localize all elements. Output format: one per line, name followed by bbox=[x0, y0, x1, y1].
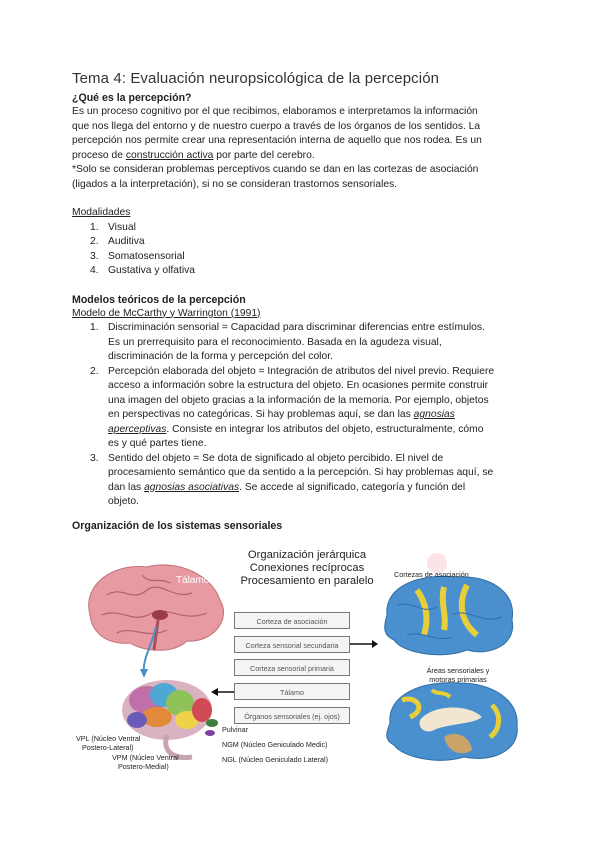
list-item bbox=[72, 452, 532, 510]
text-line: una imagen del objeto gracias a la información de la memoria. Por ejemplo, objetos bbox=[108, 394, 489, 406]
modalidades-heading: Modalidades bbox=[72, 207, 131, 218]
underlined-term: agnosias bbox=[413, 409, 455, 420]
text-line bbox=[108, 423, 532, 438]
text-line: Percepción elaborada del objeto = Integración de atributos del nivel previo. Requiere bbox=[108, 365, 495, 377]
sensory-systems-figure bbox=[72, 545, 528, 770]
text-line bbox=[108, 481, 532, 496]
list-item bbox=[72, 235, 532, 250]
label-line: Áreas sensoriales y bbox=[426, 666, 490, 675]
text-run: . Se accede al significado, categoría y función del bbox=[239, 481, 466, 493]
list-number: 2. bbox=[90, 365, 99, 377]
list-label: Gustativa y olfativa bbox=[108, 265, 195, 276]
intro-line bbox=[72, 149, 532, 164]
header-line: Procesamiento en paralelo bbox=[240, 575, 374, 587]
pulvinar-label: Pulvinar bbox=[222, 725, 248, 734]
document-page bbox=[72, 70, 532, 533]
underlined-term: agnosias asociativas bbox=[144, 481, 240, 493]
vpl-label bbox=[76, 734, 140, 752]
text-line: procesamiento semántico que da sentido a la percepción. Si hay problemas aquí, se bbox=[108, 467, 494, 478]
list-item bbox=[72, 264, 532, 279]
list-number: 1. bbox=[90, 322, 99, 333]
hierarchy-box: Órganos sensoriales (ej. ojos) bbox=[234, 707, 350, 724]
header-line: Conexiones recíprocas bbox=[249, 562, 365, 574]
hierarchy-box: Corteza sensorial primaria bbox=[234, 659, 350, 676]
text-line: Discriminación sensorial = Capacidad para discriminar diferencias entre estímulos. bbox=[108, 322, 485, 333]
cortezas-label: Cortezas de asociación bbox=[394, 570, 469, 579]
page-title: Tema 4: Evaluación neuropsicológica de la percepción bbox=[72, 70, 440, 87]
text-run: proceso de bbox=[72, 149, 126, 161]
intro-line: Es un proceso cognitivo por el que recibimos, elaboramos e interpretamos la información bbox=[72, 106, 478, 117]
text-run: dan las bbox=[108, 481, 145, 493]
text-line: Sentido del objeto = Se dota de significado al objeto percibido. El nivel de bbox=[108, 452, 444, 464]
modelos-list bbox=[72, 321, 532, 510]
label-line: motoras primarias bbox=[429, 675, 487, 684]
hierarchy-box: Corteza sensorial secundaria bbox=[234, 636, 350, 653]
hierarchy-box: Tálamo bbox=[234, 683, 350, 700]
intro-line: percepción nos permite crear una representación interna de aquello que nos rodea. Es un bbox=[72, 135, 482, 146]
list-number: 3. bbox=[90, 250, 99, 262]
text-line: Es un prerrequisito para el reconocimiento. Basada en la agudeza visual, bbox=[108, 336, 442, 348]
list-number: 4. bbox=[90, 265, 99, 276]
label-line: Postero-Medial) bbox=[118, 762, 169, 771]
hierarchy-box: Corteza de asociación bbox=[234, 612, 350, 629]
blue-brain-icon bbox=[385, 576, 513, 654]
modelos-subheading: Modelo de McCarthy y Warrington (1991) bbox=[72, 307, 261, 319]
ngl-label: NGL (Núcleo Geniculado Lateral) bbox=[222, 755, 329, 764]
vpm-label bbox=[112, 753, 179, 771]
list-item bbox=[72, 365, 532, 452]
label-line: VPL (Núcleo Ventral bbox=[76, 734, 141, 743]
note-line: (ligados a la interpretación), si no se consideran trastornos sensoriales. bbox=[72, 178, 398, 190]
modelos-heading: Modelos teóricos de la percepción bbox=[72, 293, 246, 306]
label-line: VPM (Núcleo Ventral bbox=[112, 753, 179, 762]
arrow-head-icon bbox=[140, 669, 148, 678]
text-run: . Consiste en integrar los atributos del objeto, estructuralmente, cómo bbox=[166, 423, 484, 435]
list-label: Auditiva bbox=[108, 236, 145, 247]
text-line: es y qué partes tiene. bbox=[108, 438, 207, 449]
underlined-term: aperceptivas bbox=[108, 423, 167, 435]
areas-label bbox=[408, 666, 508, 684]
ngm-label: NGM (Núcleo Geniculado Medic) bbox=[222, 740, 328, 749]
modalidades-list bbox=[72, 221, 532, 279]
text-run: en perspectivas no categóricas. Si hay problemas aquí, se dan las bbox=[108, 409, 414, 420]
list-number: 1. bbox=[90, 221, 99, 233]
text-line: acceso a información sobre la estructura del objeto. En ocasiones permite construir bbox=[108, 380, 489, 391]
list-item bbox=[72, 250, 532, 265]
arrow-head-icon bbox=[211, 688, 218, 696]
text-run: por parte del cerebro. bbox=[213, 149, 315, 161]
question-heading: ¿Qué es la percepción? bbox=[72, 92, 192, 104]
note-line: *Solo se consideran problemas perceptivos cuando se dan en las cortezas de asociación bbox=[72, 164, 479, 175]
list-number: 3. bbox=[90, 452, 99, 464]
talamo-label: Tálamo bbox=[176, 575, 210, 586]
text-line: discriminación de la forma y percepción del color. bbox=[108, 351, 333, 362]
underlined-term: construcción activa bbox=[125, 149, 214, 161]
figure-header bbox=[222, 549, 392, 588]
arrow-head-icon bbox=[372, 640, 378, 648]
list-item bbox=[72, 221, 532, 236]
text-line bbox=[108, 408, 532, 423]
organizacion-heading: Organización de los sistemas sensoriales bbox=[72, 519, 283, 532]
label-line: Postero-Lateral) bbox=[82, 743, 134, 752]
list-number: 2. bbox=[90, 236, 99, 247]
intro-line: que nos llega del entorno y de nuestro cuerpo a través de los órganos de los sentidos. La bbox=[72, 120, 481, 132]
list-label: Somatosensorial bbox=[108, 250, 185, 262]
list-label: Visual bbox=[108, 221, 136, 233]
blue-medial-brain-icon bbox=[387, 683, 517, 761]
header-line: Organización jerárquica bbox=[247, 549, 367, 561]
list-item bbox=[72, 321, 532, 365]
text-line: objeto. bbox=[108, 496, 139, 507]
